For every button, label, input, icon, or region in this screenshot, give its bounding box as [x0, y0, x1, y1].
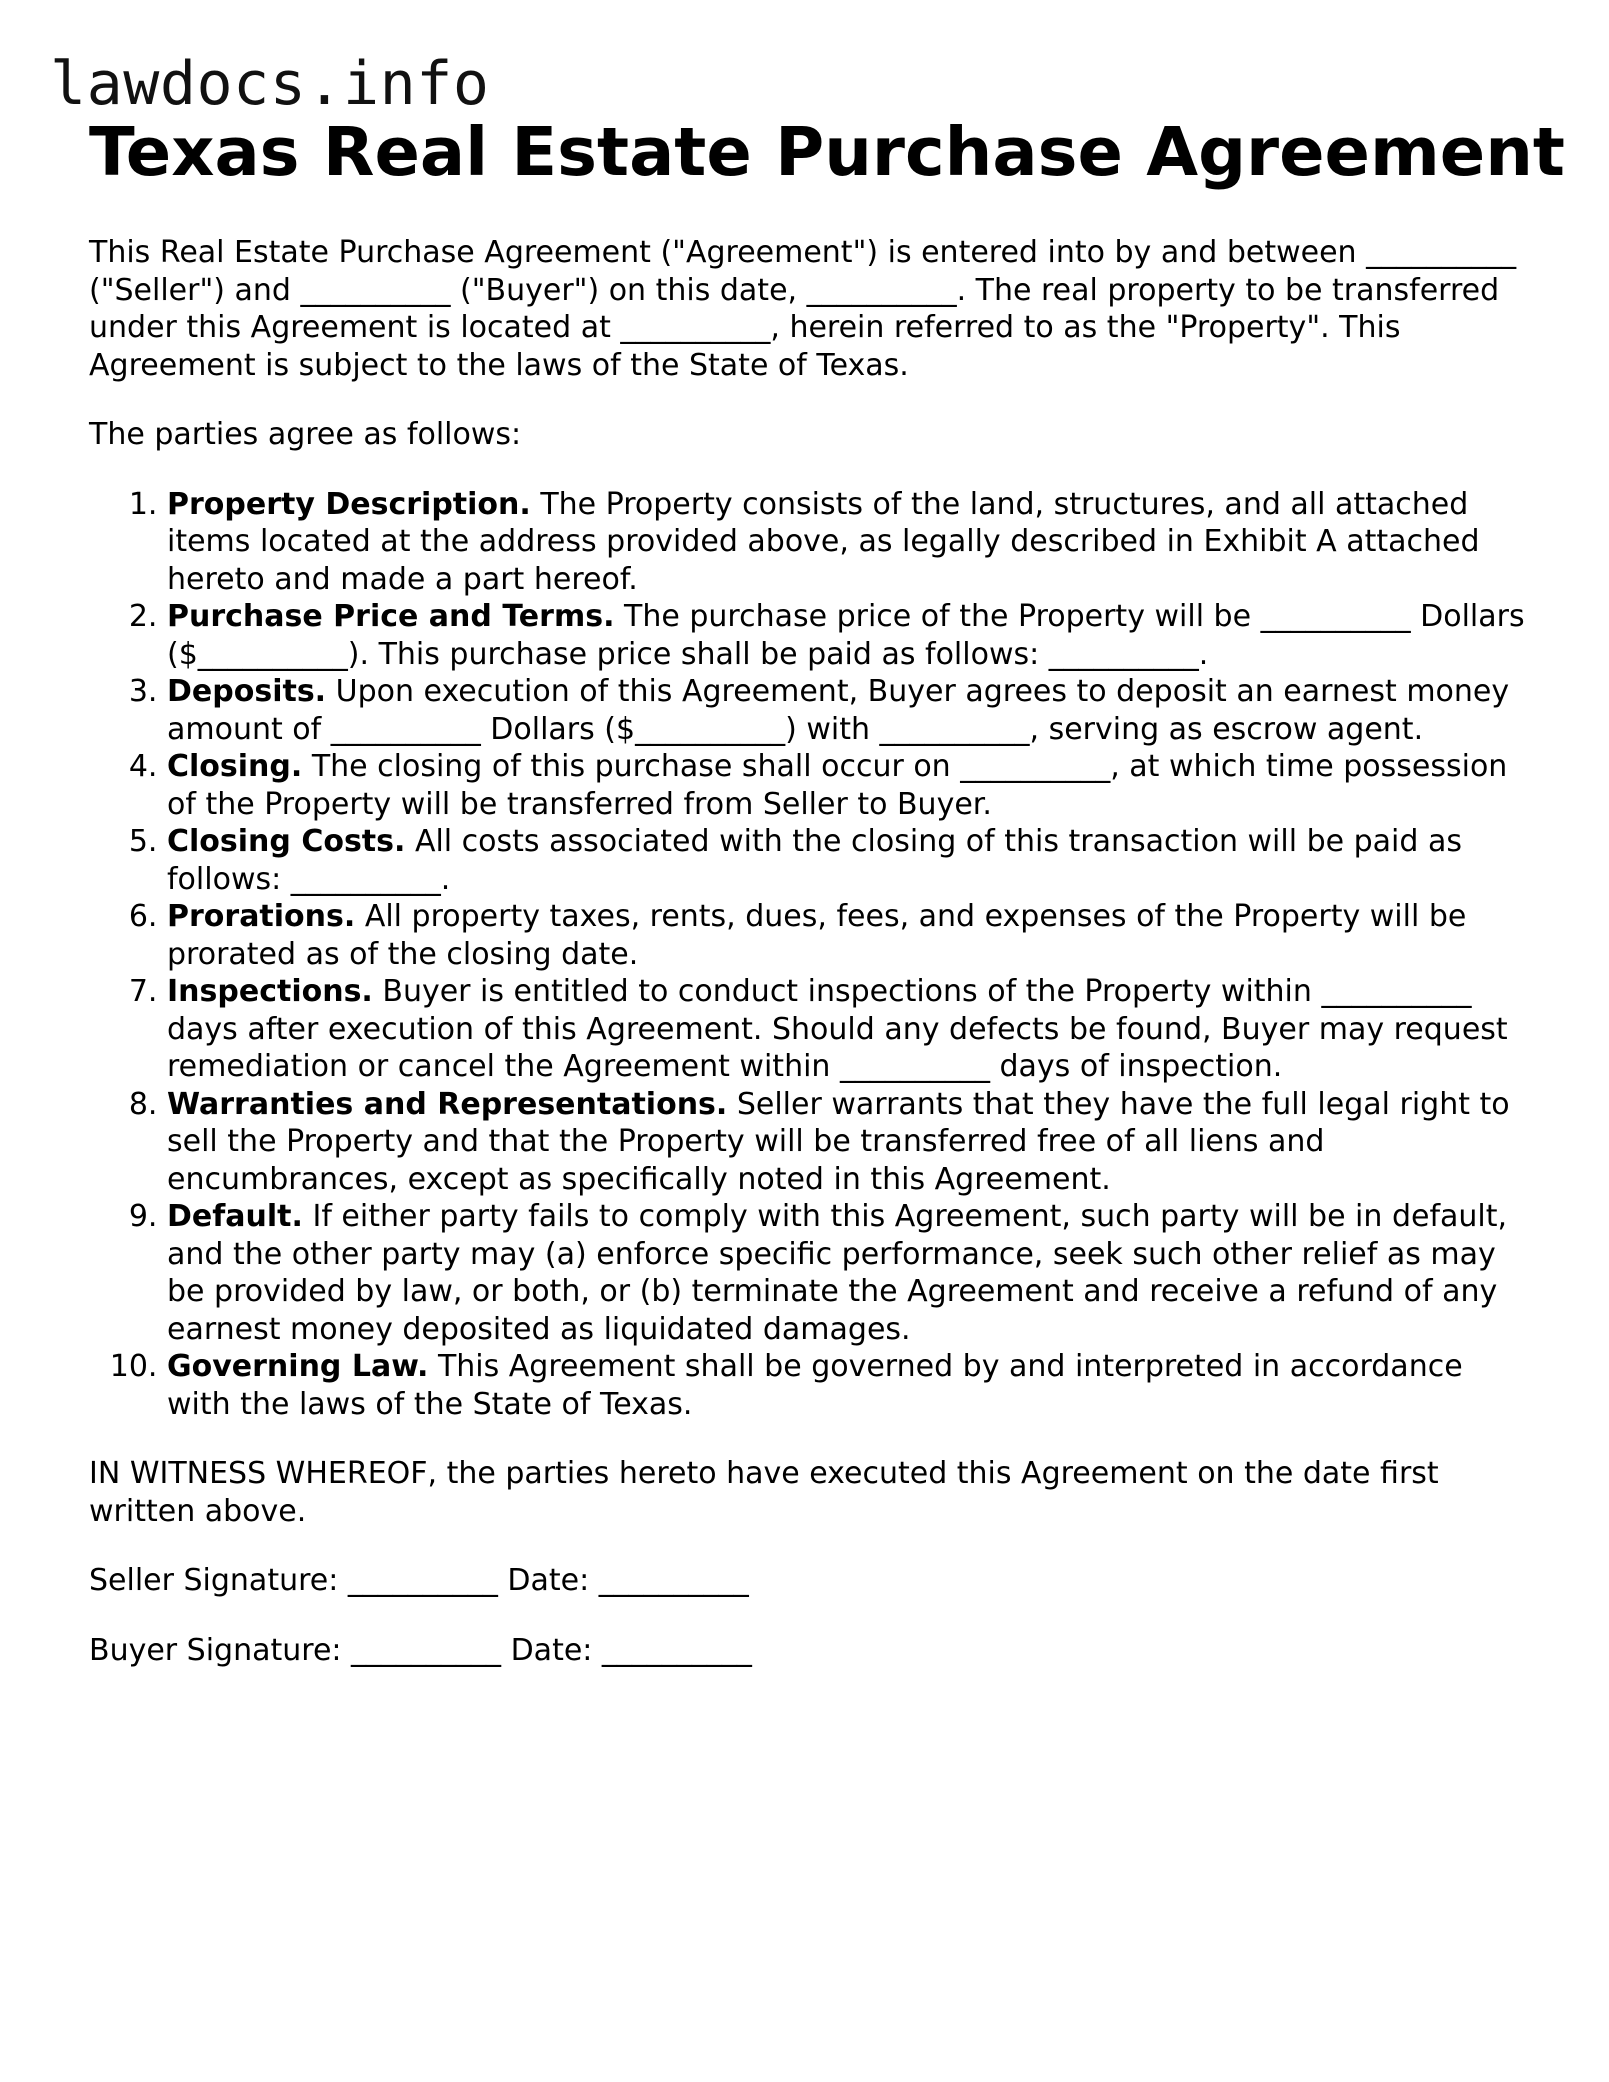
clause-heading: Property Description. [167, 486, 531, 522]
document-body [89, 234, 1529, 1669]
clause-text: Buyer is entitled to conduct inspections of the Property within __________ days after execution of this Agreement. Should any defects be found, Buyer may request remediation or cancel the Agreement within __________ days of inspection. [167, 974, 1508, 1084]
seller-signature-line: Seller Signature: __________ Date: __________ [89, 1563, 749, 1598]
clause-heading: Warranties and Representations. [167, 1086, 728, 1122]
clause-item [167, 486, 1529, 599]
clause-item [167, 598, 1529, 673]
document-title: Texas Real Estate Purchase Agreement [89, 113, 1565, 191]
clause-item [167, 748, 1529, 823]
clause-text: The Property consists of the land, structures, and all attached items located at the address provided above, as legally described in Exhibit A attached hereto and made a part hereof. [167, 486, 1480, 597]
clause-heading: Closing. [167, 749, 303, 784]
document [89, 112, 1565, 1669]
clause-text: Upon execution of this Agreement, Buyer agrees to deposit an earnest money amount of __________ Dollars ($__________) with __________, serving as escrow agent. [167, 674, 1510, 747]
agree-intro: The parties agree as follows: [89, 417, 522, 452]
clause-item [167, 898, 1529, 973]
clause-item [167, 673, 1529, 748]
clause-text: The closing of this purchase shall occur on __________, at which time possession of the Property will be transferred from Seller to Buyer. [167, 749, 1508, 822]
clause-text: All property taxes, rents, dues, fees, and expenses of the Property will be prorated as of the closing date. [167, 899, 1467, 972]
witness-paragraph: IN WITNESS WHEREOF, the parties hereto have executed this Agreement on the date first written above. [89, 1456, 1439, 1529]
clause-text: The purchase price of the Property will be __________ Dollars ($__________). This purchase price shall be paid as follows: __________. [167, 599, 1525, 672]
clause-heading: Governing Law. [167, 1349, 429, 1384]
buyer-signature-line: Buyer Signature: __________ Date: __________ [89, 1632, 752, 1668]
intro-paragraph: This Real Estate Purchase Agreement ("Agreement") is entered into by and between __________ ("Seller") and __________ ("Buyer") on this date, __________. The real property to be transferred under this Agreement is located at __________, herein referred to as the "Property". This Agreement is subject to the laws of the State of Texas. [89, 235, 1517, 383]
clause-item [167, 1198, 1529, 1348]
clause-heading: Closing Costs. [167, 824, 406, 859]
watermark: lawdocs.info [50, 49, 490, 119]
clause-heading: Inspections. [167, 974, 373, 1009]
clause-heading: Prorations. [167, 899, 356, 934]
clause-heading: Purchase Price and Terms. [167, 599, 615, 634]
clause-text: Seller warrants that they have the full legal right to sell the Property and that the Property will be transferred free of all liens and encumbrances, except as specifically noted in this Agreement. [167, 1086, 1510, 1197]
clause-heading: Deposits. [167, 674, 327, 709]
clause-item [167, 1348, 1529, 1423]
clause-item [167, 823, 1529, 898]
clause-text: All costs associated with the closing of this transaction will be paid as follows: __________. [167, 824, 1462, 897]
clauses-list [89, 486, 1529, 1424]
clause-item [167, 1086, 1529, 1199]
clause-text: This Agreement shall be governed by and interpreted in accordance with the laws of the State of Texas. [167, 1349, 1463, 1422]
clause-text: If either party fails to comply with this Agreement, such party will be in default, and the other party may (a) enforce specific performance, seek such other relief as may be provided by law, or both, or (b) terminate the Agreement and receive a refund of any earnest money deposited as liquidated damages. [167, 1199, 1508, 1347]
clause-item [167, 973, 1529, 1086]
clause-heading: Default. [167, 1199, 303, 1234]
